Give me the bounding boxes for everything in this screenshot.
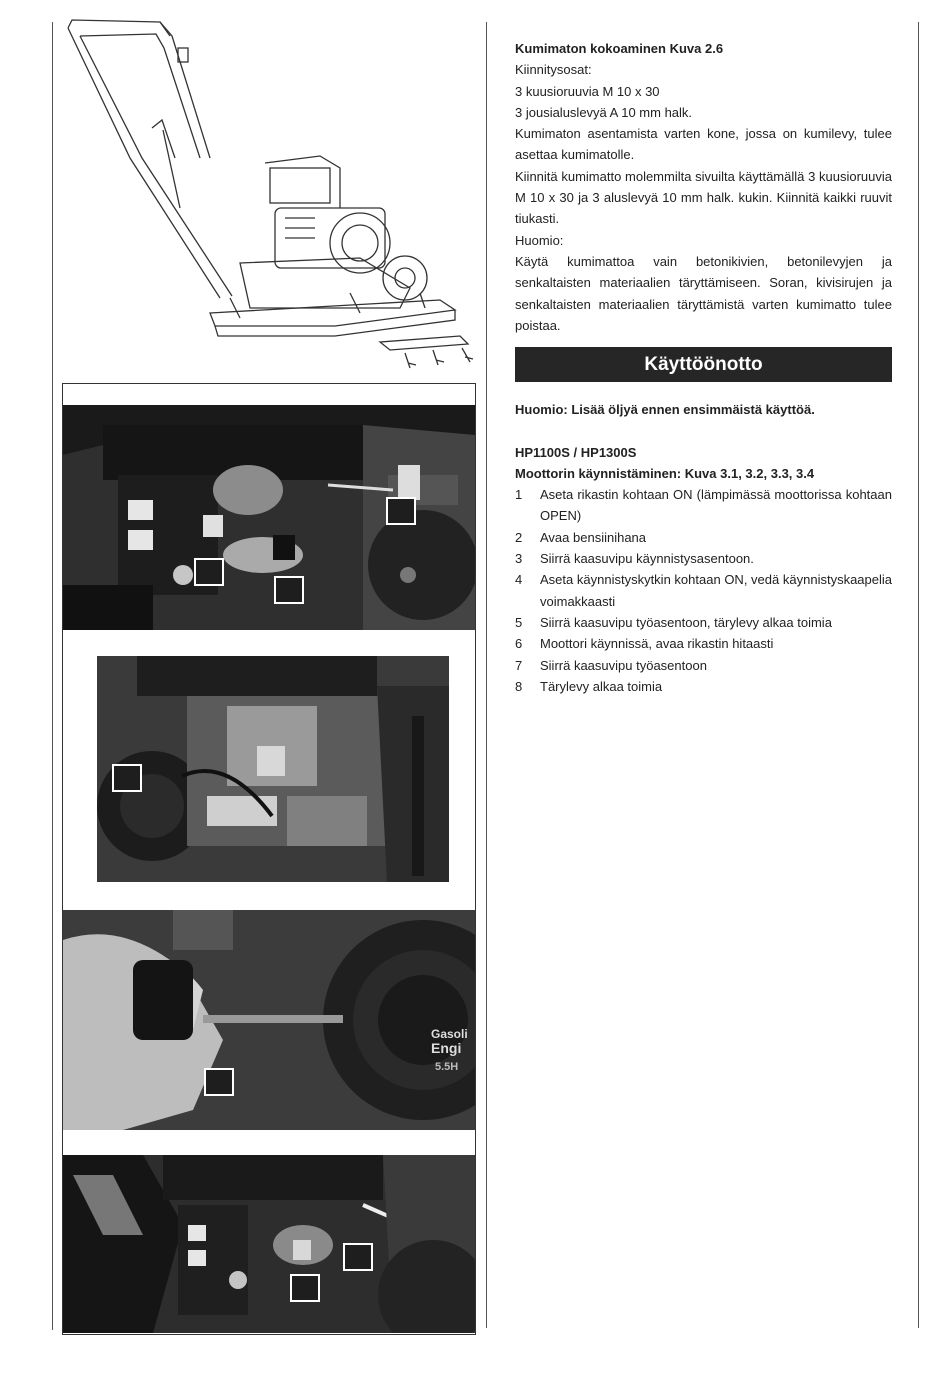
note-label: Huomio: xyxy=(515,232,564,248)
column-divider xyxy=(486,22,487,1328)
step-number: 8 xyxy=(515,678,523,694)
step-text: Siirrä kaasuvipu työasentoon xyxy=(540,657,707,673)
assembly-line: 3 jousialuslevyä A 10 mm halk. xyxy=(515,104,693,120)
plate-compactor-drawing xyxy=(60,8,480,378)
callout-marker xyxy=(290,1274,320,1302)
engine-label-line2: Engi xyxy=(431,1040,462,1056)
assembly-paragraph: Kiinnitä kumimatto molemmilta sivuilta käyttämällä 3 kuusioruuvia M 10 x 30 ja 3 aluslevyä 10 mm halk. kukin. Kiinnitä kaikki ruuvit tiukasti. xyxy=(515,168,892,227)
list-item xyxy=(515,676,892,697)
assembly-line: 3 kuusioruuvia M 10 x 30 xyxy=(515,83,660,99)
callout-marker xyxy=(112,764,142,792)
assembly-heading: Kumimaton kokoaminen Kuva 2.6 xyxy=(515,41,724,56)
callout-marker xyxy=(386,497,416,525)
assembly-text-block xyxy=(515,38,892,336)
callout-marker xyxy=(194,558,224,586)
oil-note: Huomio: Lisää öljyä ennen ensimmäistä käyttöä. xyxy=(515,402,815,417)
start-steps-list xyxy=(515,484,892,697)
photo-ignition-switch xyxy=(63,910,475,1130)
list-item xyxy=(515,569,892,612)
engine-power-label: 5.5H xyxy=(435,1061,459,1073)
step-number: 2 xyxy=(515,529,523,545)
list-item xyxy=(515,612,892,633)
engine-label-line1: Gasoli xyxy=(431,1027,468,1041)
step-text: Siirrä kaasuvipu käynnistysasentoon. xyxy=(540,551,754,567)
step-text: Siirrä kaasuvipu työasentoon, tärylevy alkaa toimia xyxy=(540,614,832,630)
start-heading: Moottorin käynnistäminen: Kuva 3.1, 3.2, 3.3, 3.4 xyxy=(515,465,815,481)
step-text: Avaa bensiinihana xyxy=(540,529,647,545)
step-number: 4 xyxy=(515,572,523,588)
startup-text-block xyxy=(515,399,892,697)
note-text: Käytä kumimattoa vain betonikivien, betonilevyjen ja senkaltaisten materiaalien täryttämiseen. Soran, kivisirujen ja senkaltaisten materiaalien täryttämistä varten kumimatto tulee poistaa. xyxy=(515,253,892,333)
step-number: 3 xyxy=(515,551,523,567)
step-number: 1 xyxy=(515,487,523,503)
callout-marker xyxy=(274,576,304,604)
section-title: Käyttöönotto xyxy=(515,347,892,382)
step-number: 7 xyxy=(515,657,523,673)
photo-throttle-lever xyxy=(97,656,449,882)
list-item xyxy=(515,655,892,676)
assembly-line: Kiinnitysosat: xyxy=(515,62,592,78)
list-item xyxy=(515,527,892,548)
list-item xyxy=(515,548,892,569)
callout-marker xyxy=(204,1068,234,1096)
list-item xyxy=(515,633,892,654)
step-number: 5 xyxy=(515,614,523,630)
left-margin-rule xyxy=(52,22,53,1330)
step-text: Tärylevy alkaa toimia xyxy=(540,678,663,694)
right-margin-rule xyxy=(918,22,919,1328)
assembly-paragraph: Kumimaton asentamista varten kone, jossa on kumilevy, tulee asettaa kumimatolle. xyxy=(515,126,892,163)
spacer xyxy=(515,420,892,441)
list-item xyxy=(515,484,892,527)
photo-starting-position xyxy=(63,1155,475,1333)
models-heading: HP1100S / HP1300S xyxy=(515,444,637,460)
step-text: Aseta rikastin kohtaan ON (lämpimässä moottorissa kohtaan OPEN) xyxy=(540,487,892,524)
step-text: Moottori käynnissä, avaa rikastin hitaasti xyxy=(540,636,774,652)
step-text: Aseta käynnistyskytkin kohtaan ON, vedä käynnistyskaapelia voimakkaasti xyxy=(540,572,892,609)
callout-marker xyxy=(343,1243,373,1271)
step-number: 6 xyxy=(515,636,523,652)
